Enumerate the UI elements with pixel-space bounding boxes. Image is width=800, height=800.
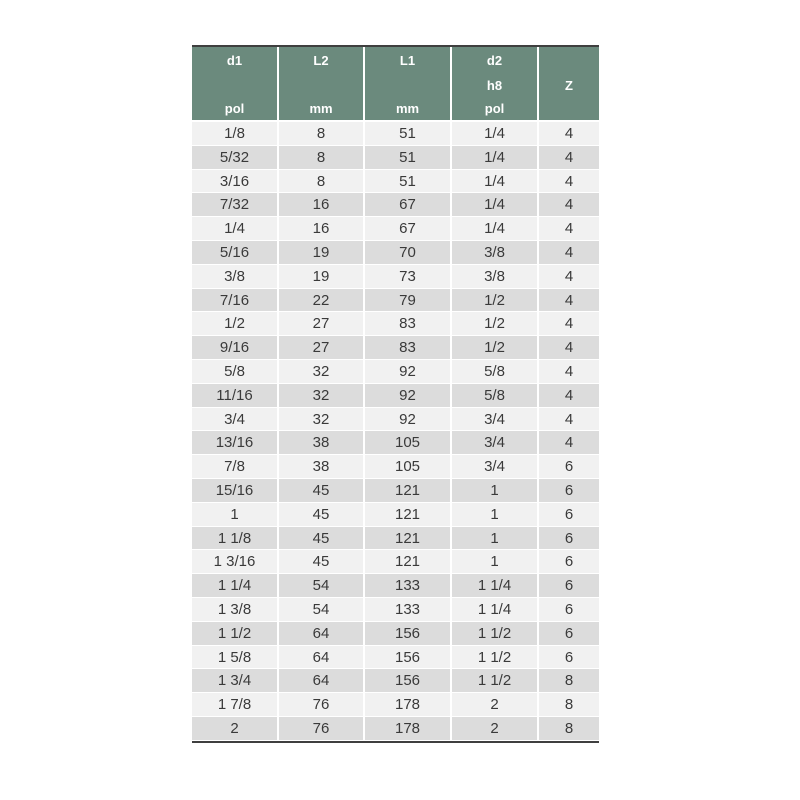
cell-z: 4	[564, 243, 574, 261]
cell-l2: 16	[279, 217, 365, 240]
cell-l1: 51	[365, 122, 452, 145]
cell-d1: 1 3/16	[192, 550, 279, 573]
table-row	[192, 479, 599, 503]
cell-l2: 19	[279, 241, 365, 264]
table-row	[192, 217, 599, 241]
cell-l2: 45	[279, 479, 365, 502]
cell-z: 6	[564, 648, 574, 666]
table-row	[192, 669, 599, 693]
cell-d2: 1/2	[452, 336, 539, 359]
cell-l2: 45	[279, 550, 365, 573]
header-l2	[279, 47, 365, 120]
cell-d2: 1/4	[452, 122, 539, 145]
table-row	[192, 336, 599, 360]
cell-d1: 1 1/8	[192, 527, 279, 550]
table-body	[192, 122, 599, 741]
cell-z: 8	[564, 696, 574, 714]
table-row	[192, 598, 599, 622]
cell-z: 4	[564, 291, 574, 309]
spec-table	[192, 45, 599, 743]
cell-l1: 133	[365, 574, 452, 597]
cell-l1: 79	[365, 289, 452, 312]
cell-d1: 1/2	[192, 312, 279, 335]
cell-l1: 178	[365, 717, 452, 740]
cell-l1: 156	[365, 622, 452, 645]
cell-l2: 32	[279, 360, 365, 383]
header-l1	[365, 47, 452, 120]
header-l2-name: L2	[313, 53, 329, 68]
table-row	[192, 265, 599, 289]
cell-z: 4	[564, 410, 574, 428]
cell-d2: 3/4	[452, 431, 539, 454]
cell-z: 6	[564, 577, 574, 595]
cell-l1: 67	[365, 217, 452, 240]
cell-d2: 1/4	[452, 170, 539, 193]
table-row	[192, 646, 599, 670]
table-row	[192, 717, 599, 741]
cell-z: 8	[564, 719, 574, 737]
cell-z: 4	[564, 125, 574, 142]
cell-d1: 9/16	[192, 336, 279, 359]
table-row	[192, 622, 599, 646]
cell-z: 4	[564, 148, 574, 166]
cell-d2: 1 1/2	[452, 622, 539, 645]
cell-d1: 1 7/8	[192, 693, 279, 716]
cell-d1: 1/8	[192, 122, 279, 145]
cell-l1: 51	[365, 170, 452, 193]
cell-d2: 5/8	[452, 384, 539, 407]
table-row	[192, 193, 599, 217]
cell-l2: 27	[279, 312, 365, 335]
cell-l1: 83	[365, 312, 452, 335]
table-row	[192, 527, 599, 551]
header-l2-unit: mm	[309, 101, 333, 116]
table-row	[192, 455, 599, 479]
cell-z: 6	[564, 529, 574, 547]
cell-l1: 83	[365, 336, 452, 359]
cell-d1: 7/32	[192, 193, 279, 216]
cell-z: 6	[564, 481, 574, 499]
cell-d2: 1 1/4	[452, 574, 539, 597]
header-d1-name: d1	[226, 53, 243, 68]
table-row	[192, 360, 599, 384]
cell-d1: 5/32	[192, 146, 279, 169]
table-row	[192, 693, 599, 717]
cell-d2: 3/4	[452, 455, 539, 478]
cell-l1: 105	[365, 455, 452, 478]
cell-l1: 156	[365, 669, 452, 692]
table-row	[192, 241, 599, 265]
cell-d1: 15/16	[192, 479, 279, 502]
cell-l2: 38	[279, 455, 365, 478]
cell-d2: 2	[452, 693, 539, 716]
cell-l1: 67	[365, 193, 452, 216]
cell-l1: 121	[365, 527, 452, 550]
cell-d2: 1	[452, 503, 539, 526]
cell-d1: 3/16	[192, 170, 279, 193]
cell-l1: 121	[365, 479, 452, 502]
cell-l1: 156	[365, 646, 452, 669]
cell-z: 4	[564, 315, 574, 333]
cell-z: 6	[564, 624, 574, 642]
header-d1	[192, 47, 279, 120]
cell-z: 6	[564, 458, 574, 476]
cell-d2: 1/2	[452, 312, 539, 335]
table-row	[192, 408, 599, 432]
cell-d2: 1/4	[452, 217, 539, 240]
header-l1-name: L1	[399, 53, 416, 68]
header-d2-name: d2	[486, 53, 503, 68]
cell-d1: 11/16	[192, 384, 279, 407]
cell-d2: 5/8	[452, 360, 539, 383]
cell-z: 4	[564, 267, 574, 285]
cell-d2: 1	[452, 550, 539, 573]
header-d2-tolerance: h8	[486, 78, 503, 93]
cell-l1: 133	[365, 598, 452, 621]
cell-d2: 3/8	[452, 265, 539, 288]
cell-d2: 3/8	[452, 241, 539, 264]
cell-l1: 70	[365, 241, 452, 264]
cell-l2: 16	[279, 193, 365, 216]
cell-d2: 1/2	[452, 289, 539, 312]
cell-d2: 1	[452, 527, 539, 550]
cell-d2: 2	[452, 717, 539, 740]
cell-d2: 1 1/4	[452, 598, 539, 621]
table-row	[192, 289, 599, 313]
cell-l2: 54	[279, 574, 365, 597]
cell-z: 4	[564, 196, 574, 214]
cell-d2: 1	[452, 479, 539, 502]
cell-z: 4	[564, 434, 574, 452]
cell-l2: 45	[279, 527, 365, 550]
cell-l1: 121	[365, 503, 452, 526]
header-l1-unit: mm	[395, 101, 420, 116]
cell-z: 4	[564, 339, 574, 357]
cell-d2: 1/4	[452, 146, 539, 169]
table-row	[192, 384, 599, 408]
table-row	[192, 503, 599, 527]
cell-d1: 3/8	[192, 265, 279, 288]
cell-d1: 1 3/4	[192, 669, 279, 692]
cell-l1: 92	[365, 408, 452, 431]
cell-l1: 121	[365, 550, 452, 573]
cell-d1: 1 1/2	[192, 622, 279, 645]
cell-l1: 92	[365, 384, 452, 407]
table-row	[192, 574, 599, 598]
cell-l1: 51	[365, 146, 452, 169]
cell-d1: 13/16	[192, 431, 279, 454]
cell-d2: 1 1/2	[452, 669, 539, 692]
cell-l1: 73	[365, 265, 452, 288]
table-row	[192, 550, 599, 574]
table-row	[192, 122, 599, 146]
cell-l2: 76	[279, 717, 365, 740]
header-z-name: Z	[565, 78, 573, 93]
cell-l2: 54	[279, 598, 365, 621]
cell-l2: 45	[279, 503, 365, 526]
cell-d2: 1 1/2	[452, 646, 539, 669]
cell-d1: 3/4	[192, 408, 279, 431]
cell-l2: 64	[279, 622, 365, 645]
cell-l2: 22	[279, 289, 365, 312]
cell-z: 4	[564, 362, 574, 380]
cell-l2: 19	[279, 265, 365, 288]
table-row	[192, 431, 599, 455]
cell-z: 4	[564, 220, 574, 238]
cell-d2: 1/4	[452, 193, 539, 216]
cell-z: 6	[564, 505, 574, 523]
cell-l1: 105	[365, 431, 452, 454]
header-d2-unit: pol	[484, 101, 505, 116]
table-row	[192, 312, 599, 336]
cell-d1: 5/16	[192, 241, 279, 264]
cell-d1: 1/4	[192, 217, 279, 240]
cell-d1: 5/8	[192, 360, 279, 383]
cell-d1: 7/16	[192, 289, 279, 312]
cell-l2: 8	[279, 146, 365, 169]
cell-l2: 64	[279, 669, 365, 692]
cell-d1: 1 5/8	[192, 646, 279, 669]
cell-l2: 64	[279, 646, 365, 669]
cell-d1: 1 3/8	[192, 598, 279, 621]
cell-d1: 1	[192, 503, 279, 526]
cell-d1: 2	[192, 717, 279, 740]
cell-l2: 8	[279, 122, 365, 145]
header-d2	[452, 47, 539, 120]
cell-l2: 8	[279, 170, 365, 193]
header-z	[539, 47, 599, 120]
cell-z: 6	[564, 553, 574, 571]
cell-l2: 27	[279, 336, 365, 359]
cell-l2: 32	[279, 384, 365, 407]
header-d1-unit: pol	[224, 101, 245, 116]
cell-z: 4	[564, 172, 574, 190]
cell-d2: 3/4	[452, 408, 539, 431]
cell-l1: 92	[365, 360, 452, 383]
table-row	[192, 170, 599, 194]
cell-z: 4	[564, 386, 574, 404]
cell-z: 6	[564, 600, 574, 618]
cell-d1: 1 1/4	[192, 574, 279, 597]
table-header	[192, 47, 599, 122]
cell-l2: 76	[279, 693, 365, 716]
cell-l1: 178	[365, 693, 452, 716]
table-row	[192, 146, 599, 170]
cell-l2: 32	[279, 408, 365, 431]
cell-z: 8	[564, 672, 574, 690]
cell-d1: 7/8	[192, 455, 279, 478]
cell-l2: 38	[279, 431, 365, 454]
